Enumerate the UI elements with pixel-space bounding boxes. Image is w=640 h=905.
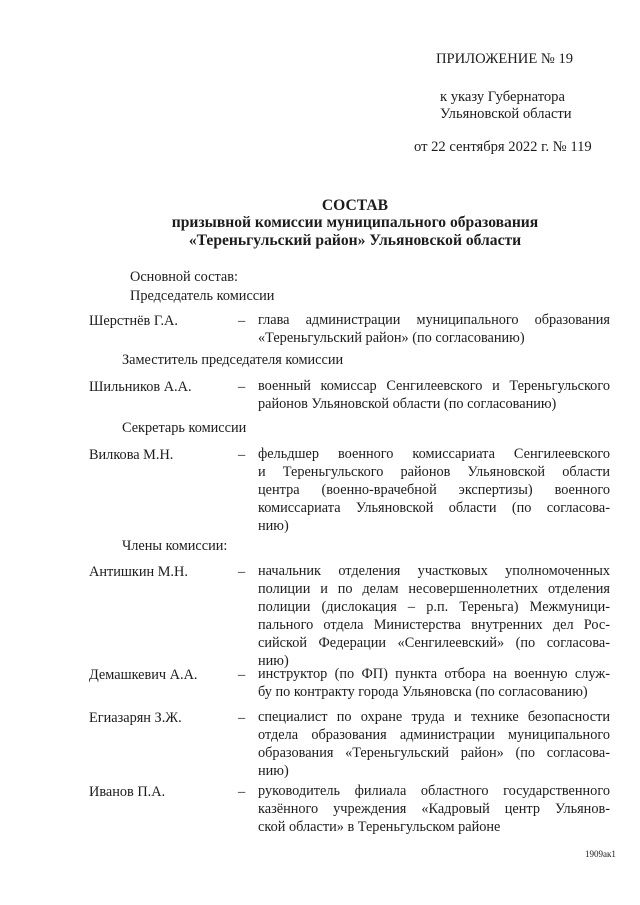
section-members: Члены комиссии: (122, 538, 228, 554)
person-position: специалист по охране труда и технике безопасности отдела образования администрации муниципального образования «Тереньгульский район» (по согласова- нию) (258, 709, 610, 779)
person-position: военный комиссар Сенгилеевского и Тереньгульского районов Ульяновской области (по согласованию) (258, 378, 610, 412)
person-position: начальник отделения участковых уполномоченных полиции и по делам несовершеннолетних отделения полиции (дислокация – р.п. Тереньга) Межмуници- пального отдела Министерства внутренних дел Рос- сийской Федерации «Сенгилеевский» (по согласова- нию) (258, 563, 610, 669)
footer-code: 1909ак1 (585, 849, 616, 859)
person-name: Шильников А.А. (89, 379, 192, 395)
decree-reference-line1: к указу Губернатора (440, 89, 565, 105)
person-name: Иванов П.А. (89, 784, 166, 800)
person-name: Шерстнёв Г.А. (89, 313, 178, 329)
dash-separator: – (238, 667, 246, 683)
section-main-composition: Основной состав: (130, 269, 238, 285)
section-chairman: Председатель комиссии (130, 288, 275, 304)
document-subtitle-line1: призывной комиссии муниципального образования (171, 214, 539, 231)
document-subtitle-line2: «Тереньгульский район» Ульяновской области (188, 232, 522, 249)
dash-separator: – (238, 379, 246, 395)
decree-date: от 22 сентября 2022 г. № 119 (414, 139, 592, 155)
person-name: Антишкин М.Н. (89, 564, 188, 580)
person-position: инструктор (по ФП) пункта отбора на военную служ- бу по контракту города Ульяновска (по согласованию) (258, 666, 610, 700)
document-title: СОСТАВ (321, 197, 389, 214)
dash-separator: – (238, 564, 246, 580)
section-secretary: Секретарь комиссии (122, 420, 247, 436)
person-name: Демашкевич А.А. (89, 667, 198, 683)
person-position: фельдшер военного комиссариата Сенгилеевского и Тереньгульского районов Ульяновской области центра (военно-врачебной экспертизы) военного комиссариата Ульяновской области (по согласова- нию) (258, 446, 610, 534)
person-position: глава администрации муниципального образования «Тереньгульский район» (по согласованию) (258, 312, 610, 346)
dash-separator: – (238, 313, 246, 329)
appendix-number: ПРИЛОЖЕНИЕ № 19 (436, 51, 574, 67)
dash-separator: – (238, 710, 246, 726)
person-name: Егиазарян З.Ж. (89, 710, 182, 726)
person-position: руководитель филиала областного государственного казённого учреждения «Кадровый центр Ульянов- ской области» в Тереньгульском районе (258, 783, 610, 835)
person-name: Вилкова М.Н. (89, 447, 174, 463)
dash-separator: – (238, 447, 246, 463)
section-deputy: Заместитель председателя комиссии (122, 352, 344, 368)
decree-reference-line2: Ульяновской области (440, 106, 572, 122)
dash-separator: – (238, 784, 246, 800)
